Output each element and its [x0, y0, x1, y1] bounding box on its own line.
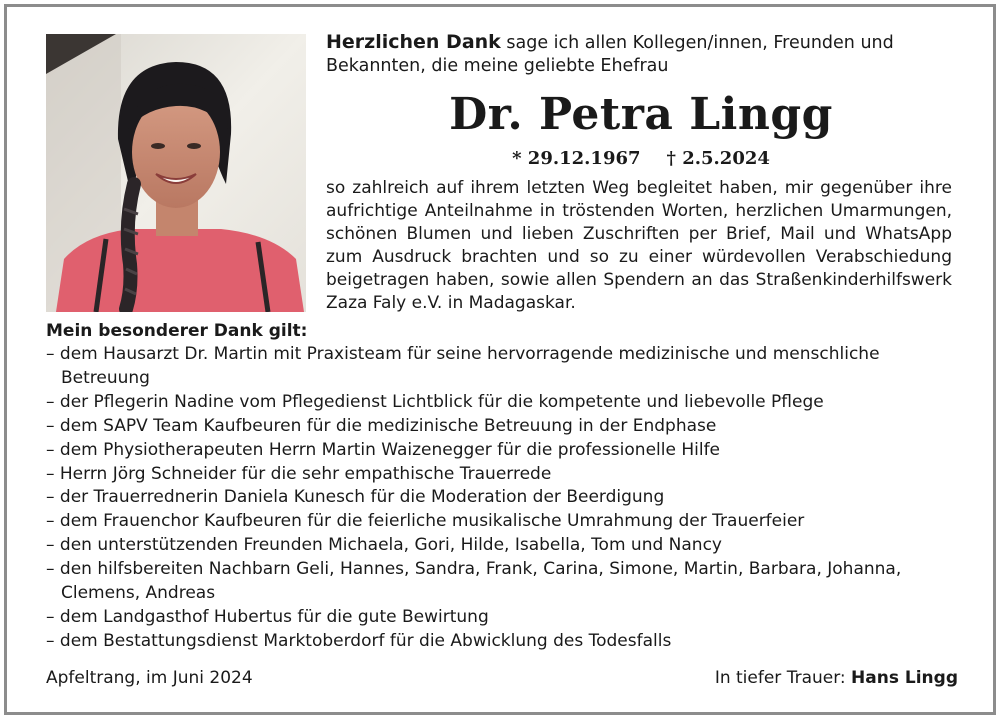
thanks-intro-text: sage ich allen Kollegen/innen, Freunden und Bekannten, die meine geliebte Ehefrau: [326, 33, 894, 76]
list-item: – dem Landgasthof Hubertus für die gute Bewirtung: [46, 606, 489, 627]
life-dates: [326, 147, 956, 171]
thanks-intro: [326, 31, 956, 78]
death-date: † 2.5.2024: [666, 148, 770, 169]
place-date: Apfeltrang, im Juni 2024: [46, 668, 253, 688]
portrait-photo: [46, 34, 306, 312]
signature-line: [715, 667, 958, 690]
list-item: – dem Physiotherapeuten Herrn Martin Waizenegger für die professionelle Hilfe: [46, 439, 721, 460]
deceased-name: Dr. Petra Lingg: [449, 89, 833, 140]
thanks-lead: Herzlichen Dank: [326, 31, 501, 53]
special-thanks-list: [46, 343, 956, 654]
list-item: – Herrn Jörg Schneider für die sehr empathische Trauerrede: [46, 463, 552, 484]
special-thanks-heading: Mein besonderer Dank gilt:: [46, 321, 308, 341]
list-item: – den unterstützenden Freunden Michaela, Gori, Hilde, Isabella, Tom und Nancy: [46, 535, 722, 556]
thanks-body-text: so zahlreich auf ihrem letzten Weg begleitet haben, mir gegenüber ihre aufrichtige Anteilnahme in tröstenden Worten, herzlichen Umarmungen, schönen Blumen und lieben Zuschriften per Brief, Mail und WhatsApp zum Ausdruck brachten und so zu einer würdevollen Verabschiedung beigetragen haben, sowie allen Spendern an das Straßenkinderhilfswerk Zaza Faly e.V. in Madagaskar.: [326, 178, 952, 313]
list-item: – der Trauerrednerin Daniela Kunesch für die Moderation der Beerdigung: [46, 487, 665, 508]
list-item: – dem SAPV Team Kaufbeuren für die medizinische Betreuung in der Endphase: [46, 415, 717, 436]
list-item: – dem Bestattungsdienst Marktoberdorf für die Abwicklung des Todesfalls: [46, 630, 672, 651]
list-item: – den hilfsbereiten Nachbarn Geli, Hannes, Sandra, Frank, Carina, Simone, Martin, Barbara, Johanna, Clemens, Andreas: [46, 559, 902, 604]
list-item: – dem Hausarzt Dr. Martin mit Praxisteam für seine hervorragende medizinische und menschliche Betreuung: [46, 344, 880, 388]
list-item: – dem Frauenchor Kaufbeuren für die feierliche musikalische Umrahmung der Trauerfeier: [46, 511, 805, 532]
birth-date: * 29.12.1967: [512, 148, 641, 169]
signer-name: Hans Lingg: [851, 668, 958, 688]
list-item: – der Pflegerin Nadine vom Pflegedienst Lichtblick für die kompetente und liebevolle Pflege: [46, 391, 824, 412]
mourning-label: In tiefer Trauer:: [714, 668, 852, 688]
